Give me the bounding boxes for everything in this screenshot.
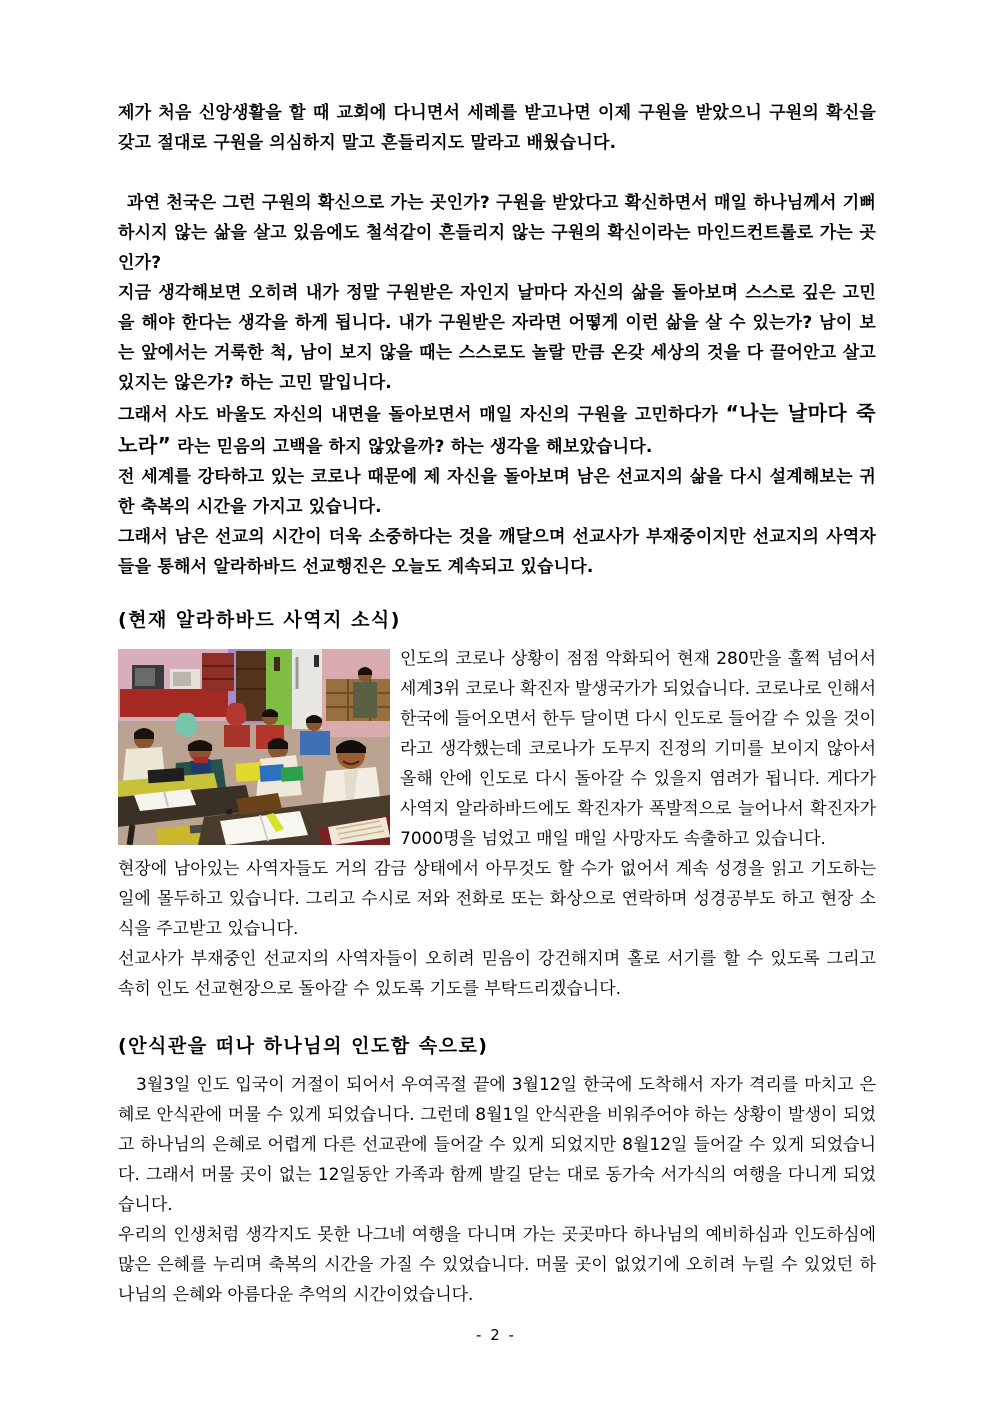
intro-paragraph-5: 전 세계를 강타하고 있는 코로나 때문에 제 자신을 돌아보며 남은 선교지의 삶을 다시 설계해보는 귀한 축복의 시간을 가지고 있습니다.	[118, 467, 876, 517]
news-paragraph-3: 선교사가 부재중인 선교지의 사역자들이 오히려 믿음이 강건해지며 홀로 서기를 할 수 있도록 그리고 속히 인도 선교현장으로 돌아갈 수 있도록 기도를 부탁드리겠습니다.	[118, 949, 876, 999]
intro-paragraph-4-before: 그래서 사도 바울도 자신의 내면을 돌아보면서 매일 자신의 구원을 고민하다가	[118, 405, 726, 425]
journey-paragraph-2: 우리의 인생처럼 생각지도 못한 나그네 여행을 다니며 가는 곳곳마다 하나님의 예비하심과 인도하심에 많은 은혜를 누리며 축복의 시간을 가질 수 있었습니다. 머물 곳이 없었기에 오히려 누릴 수 있었던 하나님의 은혜와 아름다운 추억의 시간이었습니다.	[118, 1225, 876, 1305]
news-paragraph-1: 인도의 코로나 상황이 점점 악화되어 현재 280만을 훌쩍 넘어서 세계3위 코로나 확진자 발생국가가 되었습니다. 코로나로 인해서 한국에 들어오면서 한두 달이면 다시 인도로 들어갈 수 있을 것이라고 생각했는데 코로나가 도무지 진정의 기미를 보이지 않아서 올해 안에 인도로 다시 돌아갈 수 있을지 염려가 됩니다. 게다가 사역지 알라하바드에도 확진자가 폭발적으로 늘어나서 확진자가 7000명을 넘었고 매일 매일 사망자도 속출하고 있습니다.	[400, 649, 876, 849]
intro-paragraph-6: 그래서 남은 선교의 시간이 더욱 소중하다는 것을 깨달으며 선교사가 부재중이지만 선교지의 사역자들을 통해서 알라하바드 선교행진은 오늘도 계속되고 있습니다.	[118, 527, 876, 577]
intro-paragraph-4	[118, 398, 876, 462]
document-body	[118, 98, 876, 1310]
scripture-quote: “나는 날마다 죽노라”	[118, 401, 876, 457]
news-paragraph-2: 현장에 남아있는 사역자들도 거의 감금 상태에서 아무것도 할 수가 없어서 계속 성경을 읽고 기도하는 일에 몰두하고 있습니다. 그리고 수시로 저와 전화로 또는 화상으로 연락하며 성경공부도 하고 현장 소식을 주고받고 있습니다.	[118, 859, 876, 939]
journey-paragraph-1: 3월3일 인도 입국이 거절이 되어서 우여곡절 끝에 3월12일 한국에 도착해서 자가 격리를 마치고 은혜로 안식관에 머물 수 있게 되었습니다. 그런데 8월1일 안식관을 비워주어야 하는 상황이 발생이 되었고 하나님의 은혜로 어렵게 다른 선교관에 들어갈 수 있게 되었지만 8월12일 들어갈 수 있게 되었습니다. 그래서 머물 곳이 없는 12일동안 가족과 함께 발길 닫는 대로 동가숙 서가식의 여행을 다니게 되었습니다.	[118, 1075, 876, 1215]
intro-paragraph-1: 제가 처음 신앙생활을 할 때 교회에 다니면서 세례를 받고나면 이제 구원을 받았으니 구원의 확신을 갖고 절대로 구원을 의심하지 말고 흔들리지도 말라고 배웠습니다.	[118, 103, 876, 153]
page-number: - 2 -	[476, 1326, 516, 1344]
classroom-photo	[118, 649, 390, 845]
intro-paragraph-2: 과연 천국은 그런 구원의 확신으로 가는 곳인가? 구원을 받았다고 확신하면서 매일 하나님께서 기뻐하시지 않는 삶을 살고 있음에도 철석같이 흔들리지 않는 구원의 확신이라는 마인드컨트롤로 가는 곳인가?	[118, 193, 876, 273]
intro-paragraph-4-after: 라는 믿음의 고백을 하지 않았을까? 하는 생각을 해보았습니다.	[171, 437, 653, 457]
classroom-photo-graphic	[118, 649, 390, 845]
news-section-heading: (현재 알라하바드 사역지 소식)	[118, 609, 401, 631]
news-section	[118, 644, 876, 1004]
intro-paragraph-3: 지금 생각해보면 오히려 내가 정말 구원받은 자인지 날마다 자신의 삶을 돌아보며 스스로 깊은 고민을 해야 한다는 생각을 하게 됩니다. 내가 구원받은 자라면 어떻게 이런 삶을 살 수 있는가? 남이 보는 앞에서는 거룩한 척, 남이 보지 않을 때는 스스로도 놀랄 만큼 온갖 세상의 것을 다 끌어안고 살고 있지는 않은가? 하는 고민 말입니다.	[118, 283, 876, 393]
journey-section-heading: (안식관을 떠나 하나님의 인도함 속으로)	[118, 1035, 489, 1057]
